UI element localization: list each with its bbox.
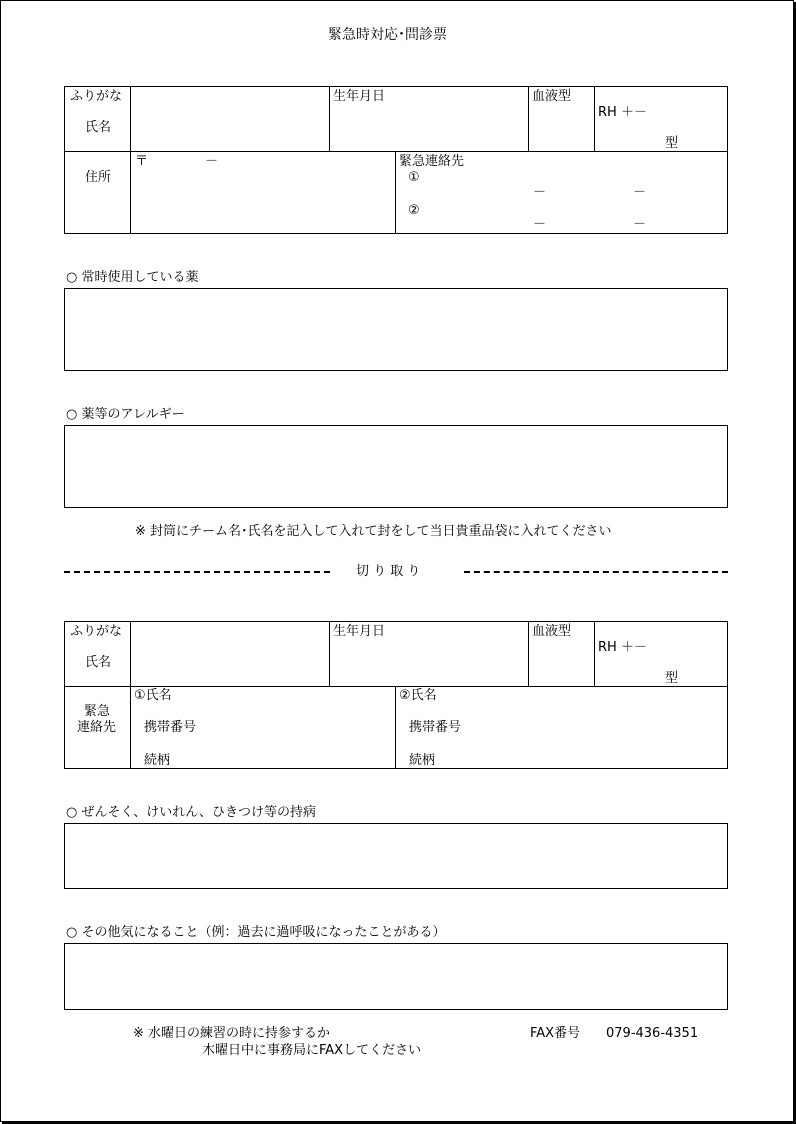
- form1-postal-dash: －: [205, 154, 219, 169]
- form1-emergency-contact-label: 緊急連絡先: [399, 154, 465, 169]
- form1-contact2-mark: ②: [408, 203, 420, 218]
- form2-birthdate-label: 生年月日: [333, 624, 386, 639]
- medicine-input-box[interactable]: [64, 288, 728, 371]
- form1-rh-label: RH ＋－: [598, 105, 647, 120]
- form2-contact2-name-label: ②氏名: [399, 688, 437, 703]
- form2-contact1-name-label: ①氏名: [134, 688, 172, 703]
- form1-contact2-dash1: －: [533, 217, 547, 232]
- form2-contact1-relation-label: 続柄: [144, 753, 171, 768]
- form1-type-suffix: 型: [665, 136, 679, 151]
- form1-contact1-dash2: －: [633, 185, 647, 200]
- form1-postal-mark: 〒: [135, 154, 149, 169]
- section-medicine-label: ○ 常時使用している薬: [66, 270, 199, 285]
- form2-contact2-phone-label: 携帯番号: [409, 720, 462, 735]
- fax-number: 079-436-4351: [606, 1026, 699, 1041]
- footer-note-line1: ※ 水曜日の練習の時に持参するか: [133, 1026, 331, 1041]
- form2-contact2-relation-label: 続柄: [409, 753, 436, 768]
- footer-note-line2: 木曜日中に事務局にFAXしてください: [202, 1043, 422, 1058]
- form1-address-field[interactable]: [130, 151, 396, 234]
- form1-contact1-dash1: －: [533, 185, 547, 200]
- form-title: 緊急時対応･問診票: [328, 27, 447, 43]
- fax-label: FAX番号: [530, 1026, 581, 1041]
- envelope-note: ※ 封筒にチーム名･氏名を記入して入れて封をして当日貴重品袋に入れてください: [135, 524, 612, 539]
- form1-name-label: 氏名: [85, 120, 112, 135]
- chronic-input-box[interactable]: [64, 823, 728, 889]
- form2-emergency-label-1: 緊急: [84, 704, 111, 719]
- form2-bloodtype-label: 血液型: [532, 624, 572, 639]
- cut-line-left: [64, 571, 330, 573]
- section-chronic-label: ○ ぜんそく、けいれん、ひきつけ等の持病: [66, 805, 316, 820]
- cut-label: 切 り 取 り: [356, 564, 421, 579]
- form1-contact1-mark: ①: [408, 170, 420, 185]
- allergy-input-box[interactable]: [64, 425, 728, 508]
- form1-birthdate-label: 生年月日: [333, 89, 386, 104]
- form1-address-label-cell: [64, 151, 131, 234]
- form1-furigana-label: ふりがな: [70, 89, 123, 104]
- form1-name-field[interactable]: [130, 86, 330, 152]
- cut-line-right: [464, 571, 728, 573]
- form2-contact1-phone-label: 携帯番号: [144, 720, 197, 735]
- other-input-box[interactable]: [64, 943, 728, 1010]
- form1-contact2-dash2: －: [633, 217, 647, 232]
- form2-name-field[interactable]: [130, 621, 330, 687]
- form1-bloodtype-label: 血液型: [532, 89, 572, 104]
- form2-name-label: 氏名: [85, 655, 112, 670]
- section-allergy-label: ○ 薬等のアレルギー: [66, 407, 185, 422]
- form2-type-suffix: 型: [665, 671, 679, 686]
- form1-address-label: 住所: [85, 170, 112, 185]
- section-other-label: ○ その他気になること（例：過去に過呼吸になったことがある）: [66, 925, 446, 940]
- form2-rh-label: RH ＋－: [598, 640, 647, 655]
- form2-emergency-label-2: 連絡先: [77, 720, 117, 735]
- form2-furigana-label: ふりがな: [70, 624, 123, 639]
